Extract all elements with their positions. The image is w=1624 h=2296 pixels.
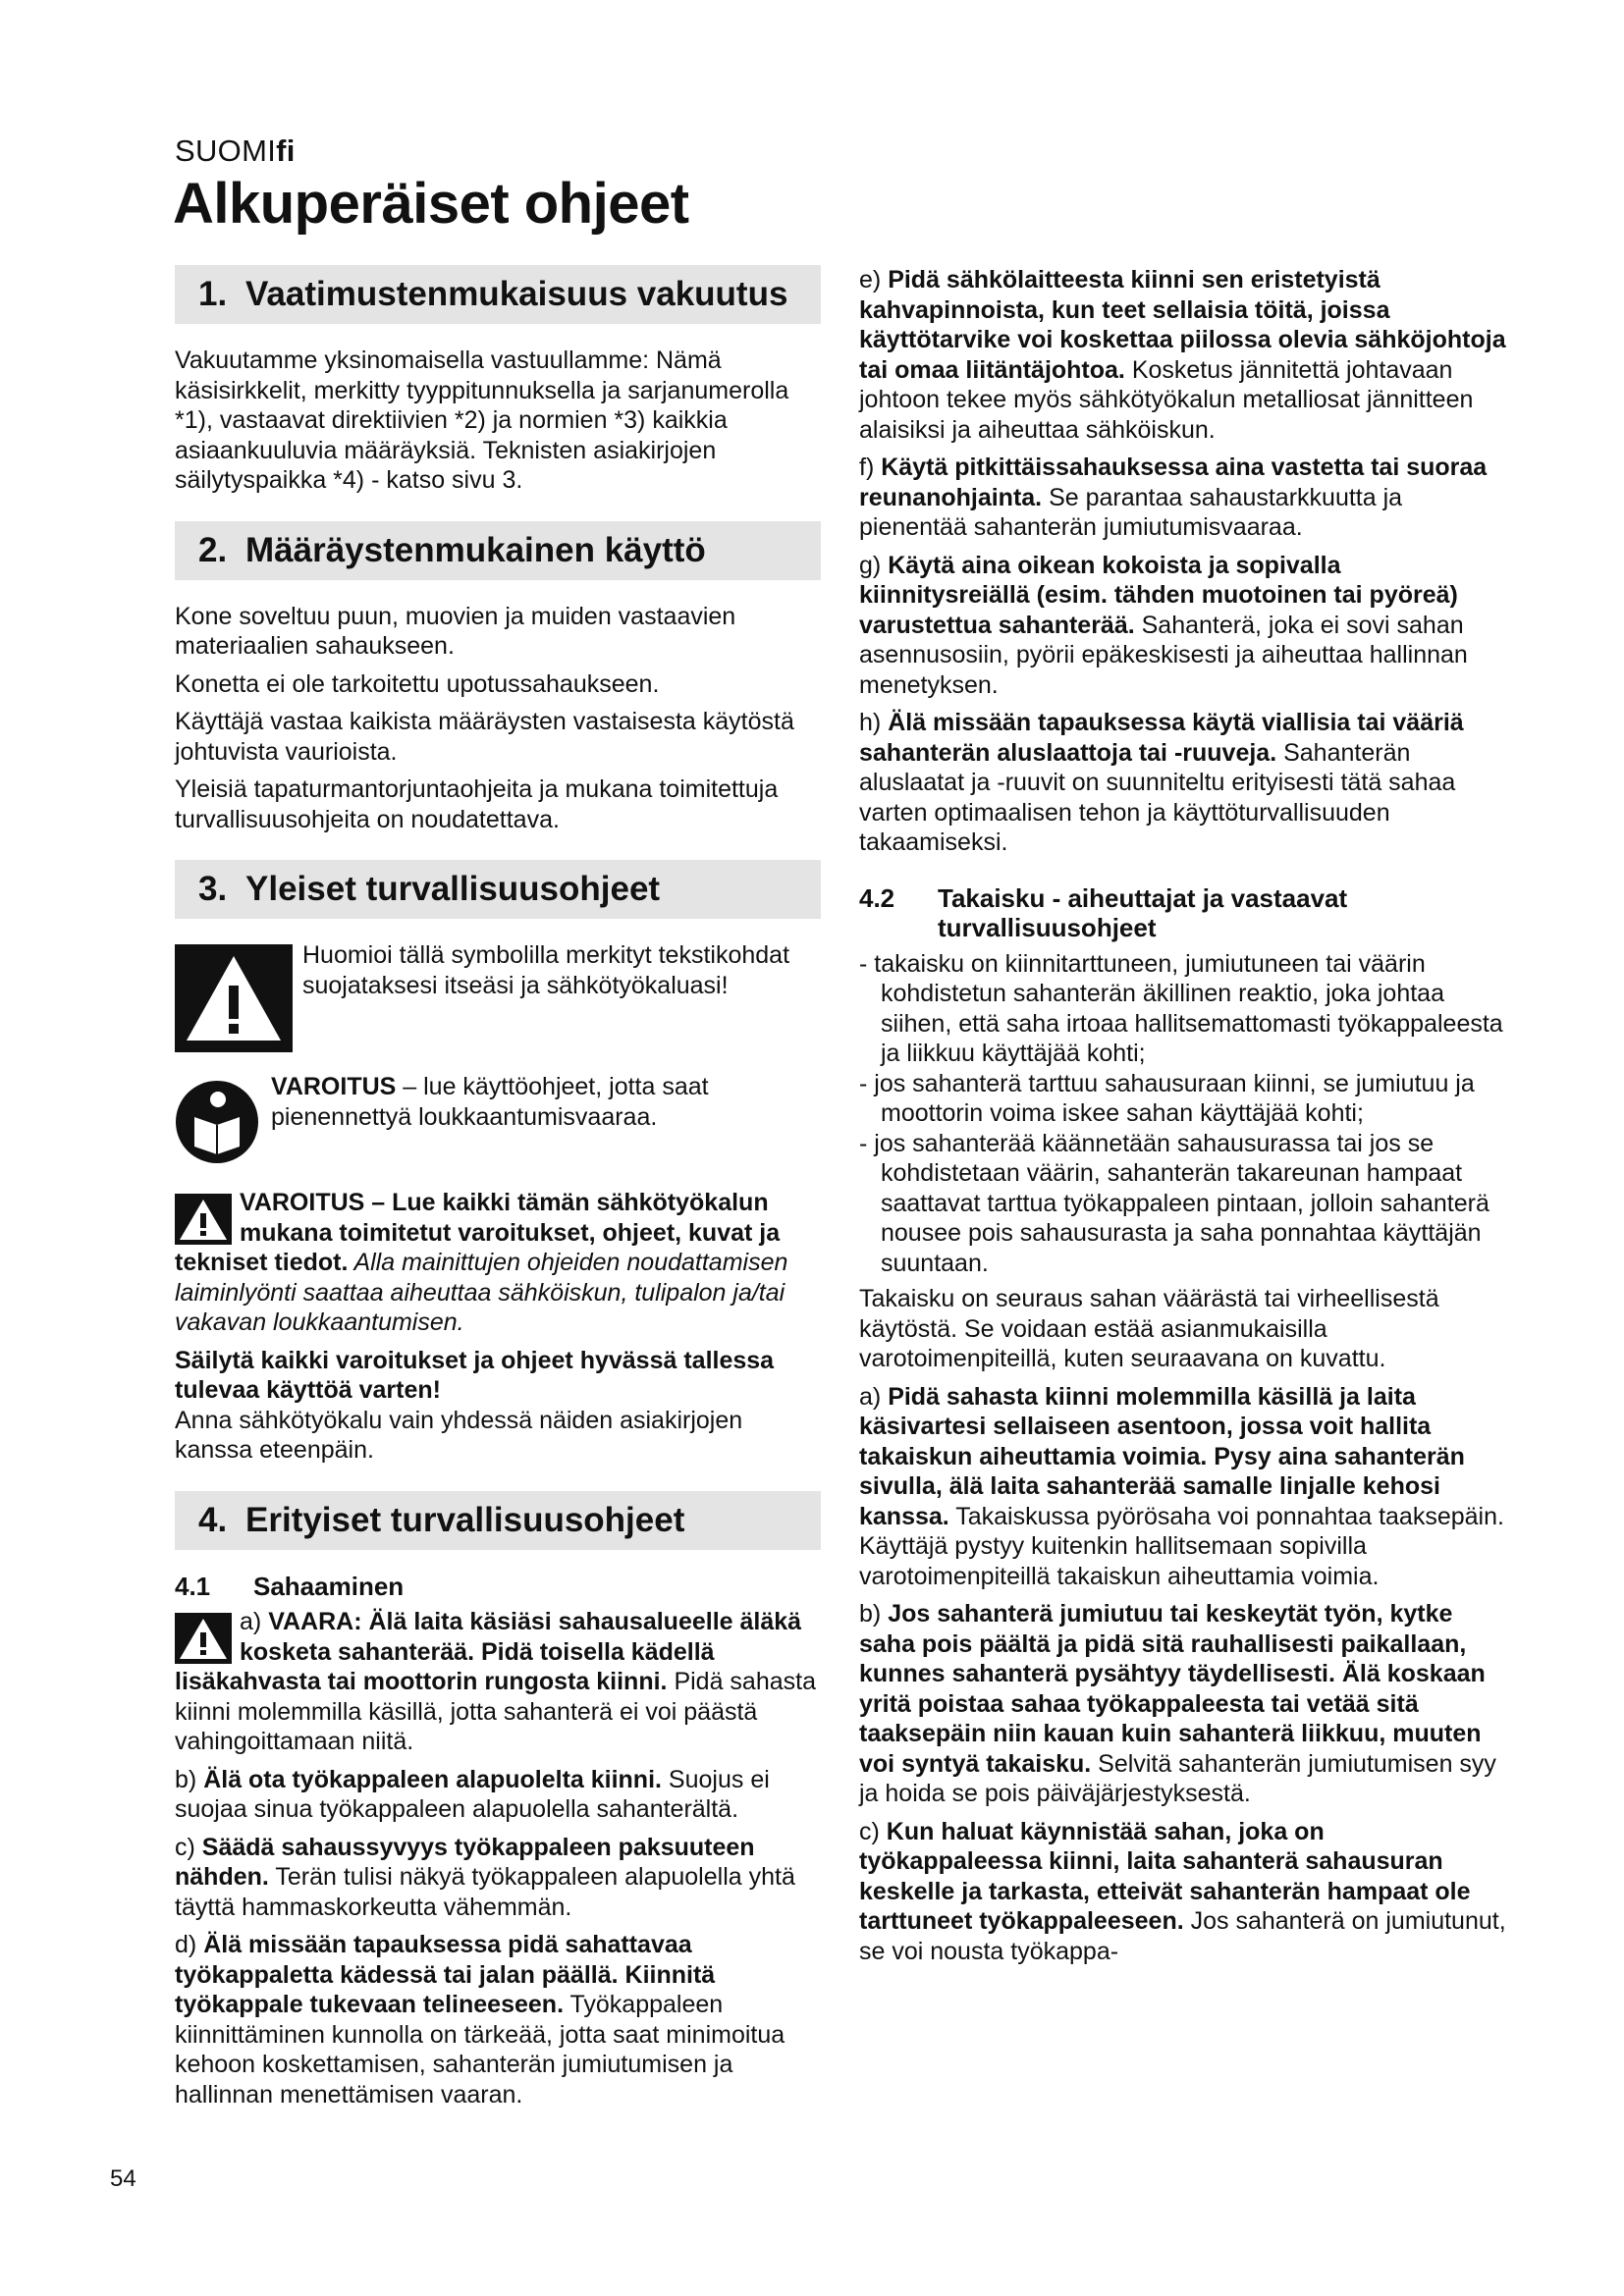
- subsection-4-1-number: 4.1: [175, 1571, 211, 1601]
- kickback-item-a-bold: Pidä sahasta kiinni molemmilla käsillä ja laita käsivartesi sellaiseen asentoon, jossa voit hallita takaiskun aiheuttamia voimia. Pysy aina sahanterän sivulla, älä laita sahanterää samalle linjalle kehosi kanssa.: [859, 1382, 1465, 1530]
- subsection-4-1-heading: [175, 1572, 821, 1602]
- language-code: fi: [276, 133, 296, 168]
- sawing-item-h-bold: Älä missään tapauksessa käytä viallisia tai vääriä sahanterän aluslaattoja tai -ruuveja.: [859, 709, 1464, 767]
- list-item: - jos sahanterää käännetään sahausurassa tai jos se kohdistetaan väärin, sahanterän takareunan hampaat saattavat tarttua työkappaleen pintaan, jolloin sahanterä nousee pois sahausurasta ja saha ponnahtaa käyttäjän suuntaan.: [859, 1129, 1489, 1277]
- sawing-item-g-label: g): [859, 551, 889, 579]
- read-manual-icon: [175, 1078, 259, 1166]
- section-4-title: Erityiset turvallisuusohjeet: [245, 1500, 685, 1539]
- kickback-intro: Takaisku on seuraus sahan väärästä tai virheellisestä käytöstä. Se voidaan estää asianmukaisilla varotoimenpiteillä, kuten seuraavana on kuvattu.: [859, 1285, 1439, 1372]
- small-warning-icon: [175, 1613, 232, 1664]
- section-2-heading: [175, 521, 821, 580]
- section-1-title: Vaatimustenmukaisuus vakuutus: [245, 275, 788, 313]
- list-item: - takaisku on kiinnitarttuneen, jumiutuneen tai väärin kohdistetun sahanterän äkillinen reaktio, joka johtaa siihen, että saha irtoaa hallitsemattomasti työkappaleesta ja liikkuu käyttäjää kohti;: [859, 949, 1503, 1067]
- sawing-item-c-bold: Säädä sahaussyvyys työkappaleen paksuuteen nähden.: [175, 1833, 755, 1891]
- sawing-item-g-bold: Käytä aina oikean kokoista ja sopivalla kiinnitysreiällä (esim. tähden muotoinen tai pyöreä) varustettua sahanterää.: [859, 551, 1458, 639]
- kickback-item-b: [859, 1599, 1513, 1809]
- kickback-item-a-text: Takaiskussa pyörösaha voi ponnahtaa taaksepäin. Käyttäjä pystyy kuitenkin hallitsemaan sopivilla varotoimenpiteillä takaiskun aiheuttamia voimia.: [859, 1502, 1504, 1590]
- sawing-item-d: [175, 1930, 821, 2109]
- symbol-note-row: [175, 940, 821, 1052]
- language-label: [175, 133, 296, 169]
- document-title: Alkuperäiset ohjeet: [173, 172, 689, 236]
- sawing-item-f-text: Se parantaa sahaustarkkuutta ja pienentää sahanterän jumiutumisvaaraa.: [859, 483, 1403, 541]
- section-1-number: 1.: [198, 275, 228, 313]
- sawing-item-b: [175, 1765, 821, 1825]
- sawing-item-a-label: a): [240, 1608, 269, 1635]
- section-4-heading: [175, 1491, 821, 1550]
- language-prefix: SUOMI: [175, 133, 277, 168]
- subsection-4-2-heading: [859, 883, 1513, 943]
- sawing-item-h: [859, 708, 1513, 858]
- sawing-item-f-bold: Käytä pitkittäissahauksessa aina vastetta tai suoraa reunanohjainta.: [859, 454, 1488, 511]
- read-manual-warning-label: VAROITUS: [271, 1073, 397, 1100]
- small-warning-icon: [175, 1194, 232, 1245]
- intended-use-paragraph-4: Yleisiä tapaturmantorjuntaohjeita ja mukana toimitettuja turvallisuusohjeita on noudatettava.: [175, 775, 779, 833]
- sawing-item-c-text: Terän tulisi näkyä työkappaleen alapuolella yhtä täyttä hammaskorkeutta vähemmän.: [175, 1863, 795, 1921]
- sawing-item-e-bold: Pidä sähkölaitteesta kiinni sen eristetyistä kahvapinnoista, kun teet sellaisia töitä, joissa käyttötarvike voi koskettaa piilossa olevia sähköjohtoja tai omaa liitäntäjohtoa.: [859, 266, 1506, 384]
- sawing-item-d-label: d): [175, 1931, 204, 1958]
- sawing-item-a-bold: VAARA: Älä laita käsiäsi sahausalueelle äläkä kosketa sahanterää. Pidä toisella kädellä lisäkahvasta tai moottorin rungosta kiinni.: [175, 1608, 802, 1695]
- sawing-item-d-text: Työkappaleen kiinnittäminen kunnolla on tärkeää, jotta saat minimoitua kehoon koskettamisen, sahanterän jumiutumisen ja hallinnan menettämisen vaaran.: [175, 1991, 785, 2109]
- intended-use-paragraph-3: Käyttäjä vastaa kaikista määräysten vastaisesta käytöstä johtuvista vaurioista.: [175, 708, 794, 766]
- section-1-heading: [175, 265, 821, 324]
- read-manual-warning: [271, 1072, 821, 1132]
- keep-instructions-bold: Säilytä kaikki varoitukset ja ohjeet hyvässä tallessa tulevaa käyttöä varten!: [175, 1346, 775, 1404]
- read-manual-row: [175, 1072, 821, 1166]
- kickback-item-c: [859, 1817, 1513, 1967]
- sawing-item-f: [859, 453, 1513, 543]
- section-2-number: 2.: [198, 530, 228, 569]
- sawing-item-c-label: c): [175, 1833, 202, 1861]
- sawing-item-b-label: b): [175, 1765, 204, 1793]
- sawing-item-b-text: Suojus ei suojaa sinua työkappaleen alapuolella sahanterältä.: [175, 1765, 770, 1823]
- kickback-item-a: [859, 1382, 1513, 1592]
- keep-instructions-paragraph: [175, 1346, 821, 1466]
- read-manual-warning-text: – lue käyttöohjeet, jotta saat pienennettyä loukkaantumisvaaraa.: [271, 1073, 709, 1131]
- sawing-item-e-label: e): [859, 266, 889, 294]
- kickback-item-c-bold: Kun haluat käynnistää sahan, joka on työkappaleessa kiinni, laita sahanterä sahausuran keskelle ja tarkasta, etteivät sahanterän hampaat ole tarttuneet työkappaleeseen.: [859, 1817, 1471, 1935]
- kickback-item-c-label: c): [859, 1817, 887, 1845]
- kickback-item-a-label: a): [859, 1382, 889, 1411]
- intended-use-paragraph-1: Kone soveltuu puun, muovien ja muiden vastaavien materiaalien sahaukseen.: [175, 602, 736, 660]
- subsection-4-2-title: Takaisku - aiheuttajat ja vastaavat turvallisuusohjeet: [938, 882, 1348, 942]
- sawing-item-g-text: Sahanterä, joka ei sovi sahan asennusosiin, pyörii epäkeskisesti ja aiheuttaa hallinnan menetyksen.: [859, 611, 1468, 699]
- sawing-item-f-label: f): [859, 454, 882, 481]
- section-3-number: 3.: [198, 870, 228, 908]
- subsection-4-1-title: Sahaaminen: [253, 1571, 405, 1601]
- sawing-item-g: [859, 551, 1513, 701]
- symbol-note: Huomioi tällä symbolilla merkityt tekstikohdat suojataksesi itseäsi ja sähkötyökaluasi!: [302, 941, 790, 999]
- page-number: 54: [110, 2165, 136, 2192]
- keep-instructions-text: Anna sähkötyökalu vain yhdessä näiden asiakirjojen kanssa eteenpäin.: [175, 1406, 743, 1464]
- sawing-item-e-text: Kosketus jännitettä johtavaan johtoon tekee myös sähkötyökalun metalliosat jännitteen alaisiksi ja aiheuttaa sähköiskun.: [859, 355, 1474, 444]
- section-3-title: Yleiset turvallisuusohjeet: [245, 870, 661, 908]
- left-column: [175, 265, 821, 2117]
- section-2-title: Määräystenmukainen käyttö: [245, 530, 706, 569]
- subsection-4-2-number: 4.2: [859, 882, 895, 913]
- right-column: [859, 265, 1513, 1974]
- intended-use-paragraph-2: Konetta ei ole tarkoitettu upotussahaukseen.: [175, 669, 660, 698]
- kickback-item-b-label: b): [859, 1600, 889, 1628]
- list-item: - jos sahanterä tarttuu sahausuraan kiinni, se jumiutuu ja moottorin voima iskee sahan käyttäjää kohti;: [859, 1069, 1475, 1127]
- sawing-item-b-bold: Älä ota työkappaleen alapuolelta kiinni.: [203, 1765, 662, 1793]
- sawing-item-c: [175, 1833, 821, 1923]
- kickback-item-b-bold: Jos sahanterä jumiutuu tai keskeytät työn, kytke saha pois päältä ja pidä sitä rauhallisesti paikallaan, kunnes sahanterä pysähtyy täydellisesti. Älä koskaan yritä poistaa sahaa työkappaleesta tai vetää sitä taaksepäin niin kauan kuin sahanterä liikkuu, muuten voi syntyä takaisku.: [859, 1600, 1486, 1778]
- section-3-heading: [175, 860, 821, 919]
- kickback-causes-list: [859, 949, 1513, 1279]
- sawing-item-a: [175, 1607, 821, 1757]
- kickback-item-b-text: Selvitä sahanterän jumiutumisen syy ja hoida se pois päiväjärjestyksestä.: [859, 1749, 1496, 1807]
- sawing-item-h-label: h): [859, 709, 889, 736]
- conformity-declaration: Vakuutamme yksinomaisella vastuullamme: Nämä käsisirkkelit, merkitty tyyppitunnuksella ja sarjanumerolla *1), vastaavat direktiivien *2) ja normien *3) kaikkia asiaankuuluvia määräyksiä. Teknisten asiakirjojen säilytyspaikka *4) - katso sivu 3.: [175, 347, 789, 494]
- sawing-item-d-bold: Älä missään tapauksessa pidä sahattavaa työkappaletta kädessä tai jalan päällä. Kiinnitä työkappale tukevaan telineeseen.: [175, 1931, 716, 2018]
- sawing-item-h-text: Sahanterän aluslaatat ja -ruuvit on suunniteltu erityisesti tätä sahaa varten optimaalisen tehon ja käyttöturvallisuuden takaamiseksi.: [859, 738, 1456, 856]
- general-warning-italic: Alla mainittujen ohjeiden noudattamisen laiminlyönti saattaa aiheuttaa sähköiskun, tulipalon ja/tai vakavan loukkaantumisen.: [175, 1249, 788, 1336]
- section-4-number: 4.: [198, 1500, 228, 1539]
- general-warning-paragraph: [175, 1188, 821, 1338]
- warning-triangle-icon: [175, 944, 293, 1052]
- general-warning-bold: VAROITUS – Lue kaikki tämän sähkötyökalun mukana toimitetut varoitukset, ohjeet, kuvat ja tekniset tiedot.: [175, 1189, 781, 1276]
- sawing-item-e: [859, 265, 1513, 445]
- kickback-item-c-text: Jos sahanterä on jumiutunut, se voi nousta työkappa-: [859, 1907, 1506, 1965]
- sawing-item-a-text: Pidä sahasta kiinni molemmilla käsillä, jotta sahanterä ei voi päästä vahingoittamaan niitä.: [175, 1668, 816, 1755]
